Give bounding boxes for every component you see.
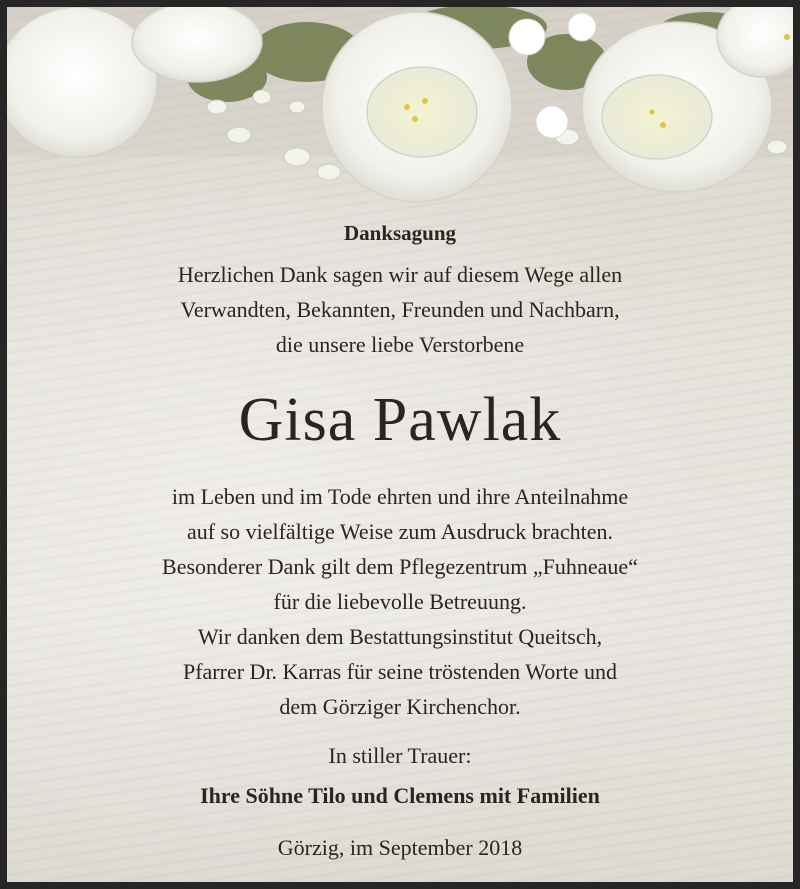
intro-paragraph <box>7 257 793 362</box>
family-signature: Ihre Söhne Tilo und Clemens mit Familien <box>200 783 600 808</box>
body-line: auf so vielfältige Weise zum Ausdruck brachten. <box>186 519 614 544</box>
deceased-name: Gisa Pawlak <box>238 386 562 454</box>
intro-line: Verwandten, Bekannten, Freunden und Nachbarn, <box>180 297 620 322</box>
body-line: Wir danken dem Bestattungsinstitut Queitsch, <box>197 624 603 649</box>
body-line: Besonderer Dank gilt dem Pflegezentrum „Fuhneaue“ <box>162 554 638 579</box>
body-paragraph <box>7 479 793 724</box>
intro-line: die unsere liebe Verstorbene <box>275 332 525 357</box>
body-line: im Leben und im Tode ehrten und ihre Anteilnahme <box>171 484 629 509</box>
body-line: Pfarrer Dr. Karras für seine tröstenden Worte und <box>182 659 617 684</box>
body-line: für die liebevolle Betreuung. <box>273 589 527 614</box>
page-title: Danksagung <box>343 221 457 245</box>
mourning-label: In stiller Trauer: <box>328 743 472 768</box>
white-tulips-image <box>7 7 793 207</box>
body-line: dem Görziger Kirchenchor. <box>279 694 521 719</box>
place-date: Görzig, im September 2018 <box>277 835 523 860</box>
intro-line: Herzlichen Dank sagen wir auf diesem Wege allen <box>177 262 623 287</box>
